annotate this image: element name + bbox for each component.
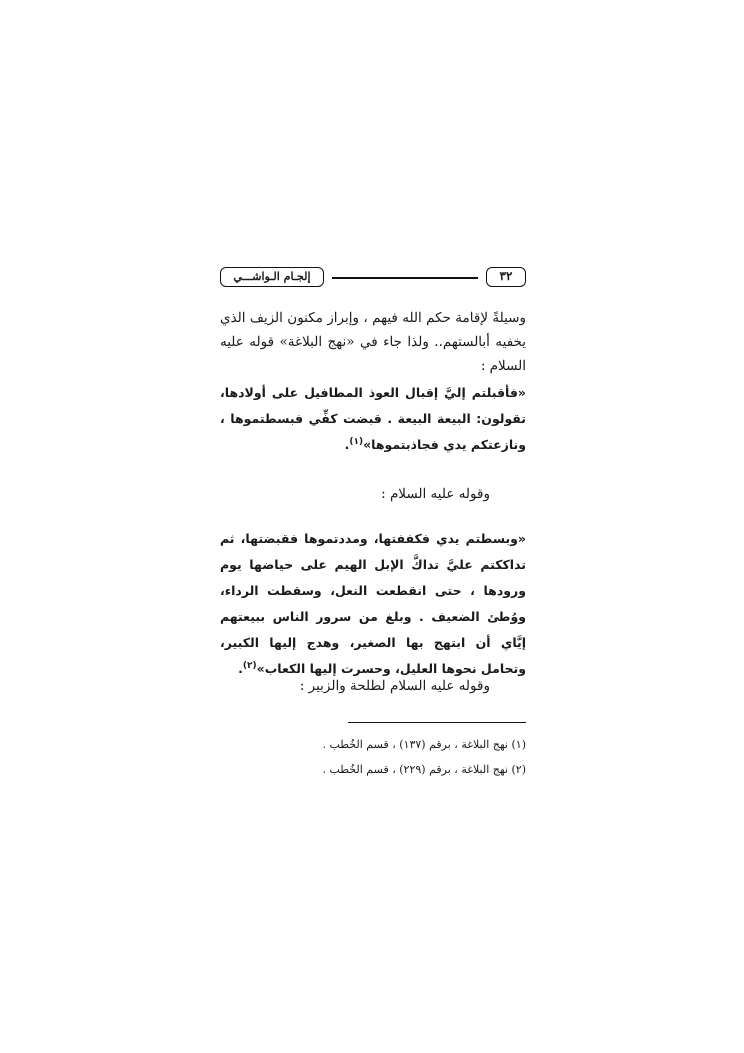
footnote-ref-1: (١) — [349, 436, 364, 447]
footnote-1: (١) نهج البلاغة ، برقم (١٣٧) ، قسم الخُطب . — [322, 738, 526, 751]
page-number: ٣٢ — [486, 267, 526, 287]
footnotes — [220, 732, 526, 782]
footnote-divider — [348, 722, 526, 723]
quote-second-text: «وبسطتم يدي فكففتها، ومددتموها فقبضتها، ثم تداككتم عليَّ تداكَّ الإبل الهيم على حياضها يوم ورودها ، حتى انقطعت النعل، وسقطت الرداء، ووُطئ الضعيف . وبلغ من سرور الناس ببيعتهم إيَّاي أن ابتهج بها الصغير، وهدج إليها الكبير، وتحامل نحوها العليل، وحسرت إليها الكعاب» — [220, 531, 526, 676]
intro-paragraph: وسيلةً لإقامة حكم الله فيهم ، وإبراز مكنون الزيف الذي يخفيه أبالستهم.. ولذا جاء في «نهج البلاغة» قوله عليه السلام : — [220, 310, 526, 374]
quote-first: «فأقبلتم إليَّ إقبال العوذ المطافيل على أولادها، تقولون: البيعة البيعة . قبضت كفِّي فبسطتموها ، ونازعتكم يدي فجاذبتموها»$^{(١)}$. — [220, 385, 526, 452]
book-page — [220, 262, 526, 782]
intro-paragraph-2: وقوله عليه السلام : — [381, 486, 490, 502]
header-rule — [332, 277, 478, 279]
quote-second: «وبسطتم يدي فكففتها، ومددتموها فقبضتها، ثم تداككتم عليَّ تداكَّ الإبل الهيم على حياضها يوم ورودها ، حتى انقطعت النعل، وسقطت الرداء، ووُطئ الضعيف . وبلغ من سرور الناس ببيعتهم إيَّاي أن ابتهج بها الصغير، وهدج إليها الكبير، وتحامل نحوها العليل، وحسرت إليها الكعاب»$^{(٢)}$. — [220, 531, 526, 676]
footnote-ref-2: (٢) — [242, 660, 257, 671]
quote-first-text: «فأقبلتم إليَّ إقبال العوذ المطافيل على أولادها، تقولون: البيعة البيعة . قبضت كفِّي فبسطتموها ، ونازعتكم يدي فجاذبتموها» — [220, 385, 526, 452]
footnote-2: (٢) نهج البلاغة ، برقم (٢٢٩) ، قسم الخُطب . — [322, 763, 526, 776]
intro-paragraph-3: وقوله عليه السلام لطلحة والزبير : — [299, 678, 490, 694]
running-title: إلجـام الـواشـــي — [220, 267, 324, 287]
page-header — [220, 266, 526, 290]
